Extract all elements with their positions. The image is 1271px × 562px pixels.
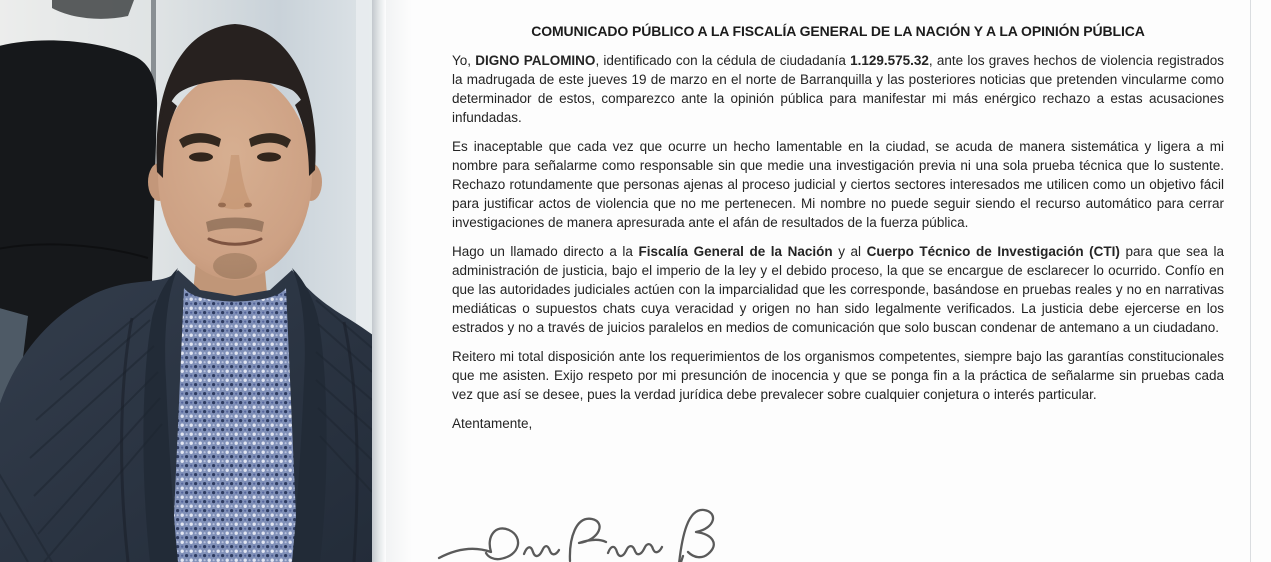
handwritten-signature [436, 494, 736, 562]
document-paragraphs [452, 51, 1224, 404]
left-eye [189, 152, 213, 161]
scan-edge-line [1250, 0, 1251, 562]
right-nostril [244, 203, 252, 208]
document-paragraph: Reitero mi total disposición ante los requerimientos de los organismos competentes, siempre bajo las garantías constitucionales que me asisten. Exijo respeto por mi presunción de inocencia y que se ponga fin a la práctica de señalarme sin pruebas cada vez que así se desee, pues la verdad jurídica debe prevalecer sobre cualquier conjetura o interés particular. [452, 349, 1224, 402]
document-title: COMUNICADO PÚBLICO A LA FISCALÍA GENERAL DE LA NACIÓN Y A LA OPINIÓN PÚBLICA [531, 23, 1145, 39]
document-paragraph: Es inaceptable que cada vez que ocurre un hecho lamentable en la ciudad, se acuda de manera sistemática y ligera a mi nombre para señalarme como responsable sin que medie una investigación previa ni una sola prueba técnica que lo sustente. Rechazo rotundamente que personas ajenas al proceso judicial y ciertos sectores interesados me utilicen como un objetivo fácil para justificar actos de violencia que no me pertenecen. Mi nombre no puede seguir siendo el recurso automático para cerrar investigaciones de manera apresurada ante el afán de resultados de la fuerza pública. [452, 139, 1224, 230]
document-paragraph: Hago un llamado directo a la Fiscalía General de la Nación y al Cuerpo Técnico de Investigación (CTI) para que sea la administración de justicia, bajo el imperio de la ley y el debido proceso, la que se encargue de esclarecer lo ocurrido. Confío en que las autoridades judiciales actúen con la imparcialidad que les corresponde, basándose en pruebas reales y no en narrativas mediáticas o supuestos chats cuya veracidad y origen no han sido legalmente verificados. La justicia debe ejercerse en los estrados y no a través de juicios paralelos en medios de comunicación que solo buscan condenar de antemano a un ciudadano. [452, 244, 1224, 335]
photo-pane [0, 0, 372, 562]
left-nostril [218, 203, 226, 208]
right-eye [257, 152, 281, 161]
goatee-shadow [213, 253, 257, 279]
photo-document-seam [372, 0, 386, 562]
closing-line: Atentamente, [452, 416, 533, 431]
document-paragraph: Yo, DIGNO PALOMINO, identificado con la cédula de ciudadanía 1.129.575.32, ante los graves hechos de violencia registrados la madrugada de este jueves 19 de marzo en el norte de Barranquilla y las posteriores noticias que pretenden vincularme como determinador de estos, comparezco ante la opinión pública para manifestar mi más enérgico rechazo a estas acusaciones infundadas. [452, 53, 1224, 125]
document-page [386, 0, 1271, 562]
document-body [386, 0, 1271, 433]
man-portrait-photo [0, 0, 372, 562]
patterned-shirt [172, 288, 298, 562]
